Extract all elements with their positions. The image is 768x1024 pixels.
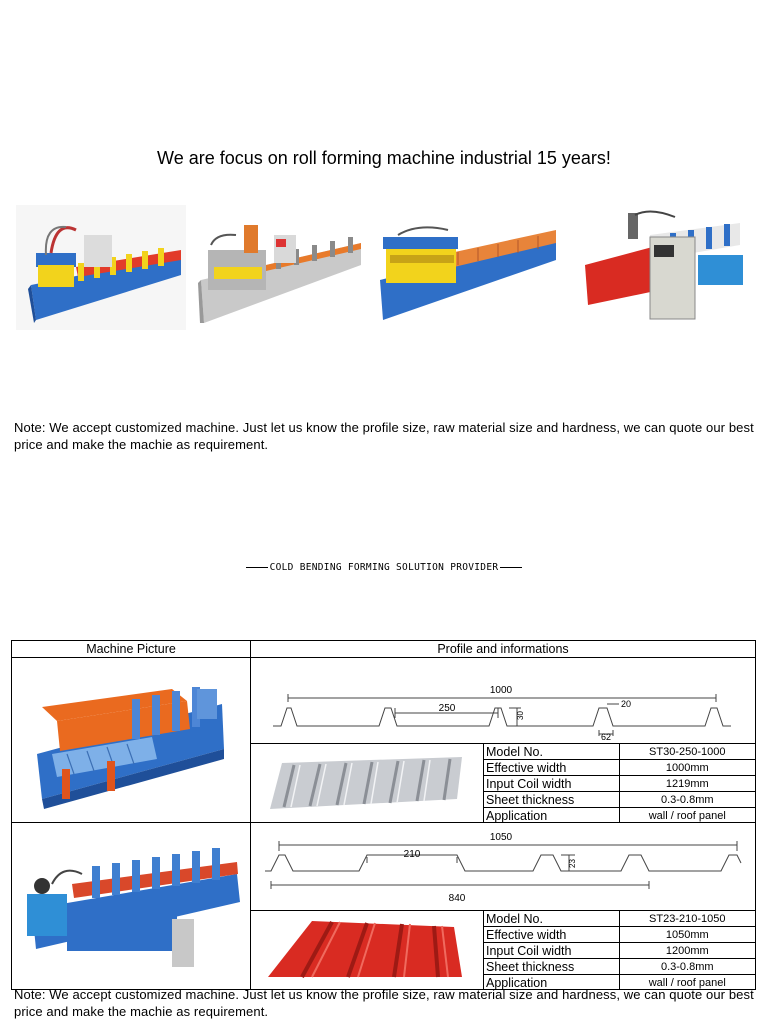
spec-value: ST23-210-1050 xyxy=(619,911,755,927)
spec-value: ST30-250-1000 xyxy=(619,744,755,760)
spec-value: wall / roof panel xyxy=(619,808,755,824)
spec-row xyxy=(484,744,755,760)
sheet-and-spec-cell-2 xyxy=(251,911,756,990)
note-customized-machine-top: Note: We accept customized machine. Just let us know the profile size, raw material size and hardness, we can quote our best price and make the machie as requirement. xyxy=(14,420,754,452)
spec-key: Sheet thickness xyxy=(484,959,619,975)
profile-info-header: Profile and informations xyxy=(251,641,756,658)
machine-picture-cell-2 xyxy=(12,823,251,990)
machine-photo-st30 xyxy=(12,659,251,819)
product-row-2 xyxy=(12,823,756,911)
dim-total: 1050 xyxy=(489,832,513,843)
profile-drawing-st30 xyxy=(251,658,756,740)
dim-height: 23 xyxy=(568,859,577,868)
note-customized-machine-bottom: Note: We accept customized machine. Just let us know the profile size, raw material size and hardness, we can quote our best price and make the machie as requirement. xyxy=(14,987,754,1019)
spec-key: Effective width xyxy=(484,927,619,943)
dim-height: 30 xyxy=(516,711,525,720)
sheet-sample-cell-2 xyxy=(251,911,484,989)
spec-row xyxy=(484,959,755,975)
dim-top: 20 xyxy=(621,699,632,709)
machine-picture-cell-1 xyxy=(12,658,251,823)
spec-row xyxy=(484,911,755,927)
spec-list-1 xyxy=(484,744,755,823)
dim-cover: 840 xyxy=(448,893,466,904)
machine-photo-st23 xyxy=(12,824,251,986)
spec-key: Input Coil width xyxy=(484,943,619,959)
slogan-text: COLD BENDING FORMING SOLUTION PROVIDER xyxy=(269,562,499,573)
profile-drawing-cell-1 xyxy=(251,658,756,744)
spec-value: 1200mm xyxy=(619,943,755,959)
spec-key: Model No. xyxy=(484,744,619,760)
spec-value: 0.3-0.8mm xyxy=(619,792,755,808)
spec-row xyxy=(484,776,755,792)
profile-drawing-st23 xyxy=(251,823,756,907)
spec-list-2 xyxy=(484,911,755,990)
page-headline: We are focus on roll forming machine industrial 15 years! xyxy=(157,148,611,168)
spec-row xyxy=(484,792,755,808)
spec-value: wall / roof panel xyxy=(619,975,755,991)
roll-forming-machine-photo-2 xyxy=(196,205,366,330)
slogan-dash-right xyxy=(500,567,522,568)
roll-forming-machine-photo-1 xyxy=(16,205,186,330)
dim-pitch: 210 xyxy=(403,849,421,860)
roll-forming-machine-photo-4 xyxy=(580,205,745,330)
slogan-banner xyxy=(0,562,768,573)
dim-pitch: 250 xyxy=(438,703,456,714)
dim-bottom: 62 xyxy=(600,732,612,740)
spec-value: 1219mm xyxy=(619,776,755,792)
machine-picture-header: Machine Picture xyxy=(12,641,251,658)
spec-key: Input Coil width xyxy=(484,776,619,792)
spec-value: 1000mm xyxy=(619,760,755,776)
profile-drawing-cell-2 xyxy=(251,823,756,911)
product-spec-table xyxy=(11,640,756,990)
silver-trapezoidal-sheet-image xyxy=(262,753,472,813)
dim-total: 1000 xyxy=(489,685,513,696)
spec-key: Model No. xyxy=(484,911,619,927)
red-trapezoidal-sheet-image xyxy=(262,917,472,983)
roll-forming-machine-photo-3 xyxy=(378,205,558,330)
sheet-sample-cell-1 xyxy=(251,744,484,822)
product-row-1 xyxy=(12,658,756,744)
table-header-row xyxy=(12,641,756,658)
spec-key: Sheet thickness xyxy=(484,792,619,808)
spec-value: 0.3-0.8mm xyxy=(619,959,755,975)
spec-key: Effective width xyxy=(484,760,619,776)
spec-row xyxy=(484,760,755,776)
spec-key: Application xyxy=(484,975,619,991)
spec-key: Application xyxy=(484,808,619,824)
spec-value: 1050mm xyxy=(619,927,755,943)
spec-row xyxy=(484,808,755,824)
spec-row xyxy=(484,927,755,943)
slogan-dash-left xyxy=(246,567,268,568)
sheet-and-spec-cell-1 xyxy=(251,744,756,823)
spec-row xyxy=(484,943,755,959)
